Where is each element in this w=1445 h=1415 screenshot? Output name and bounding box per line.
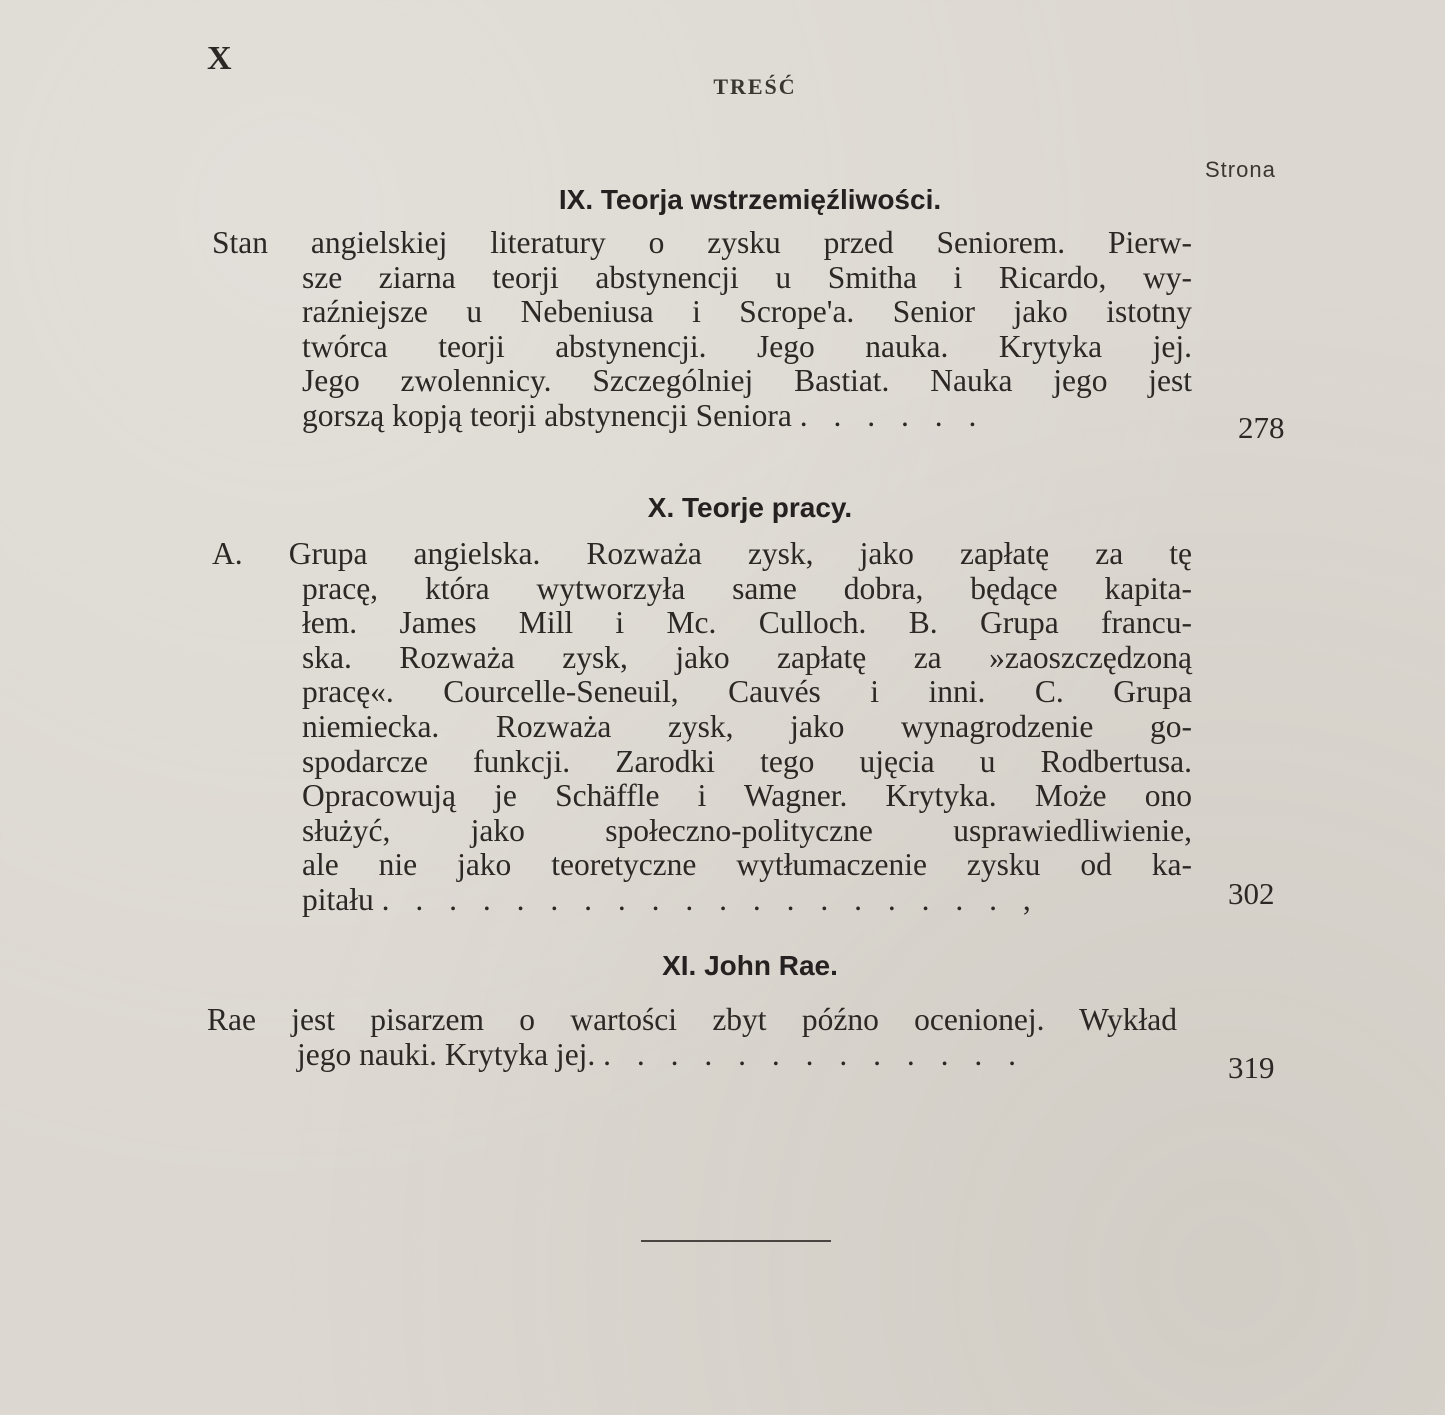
entry-line: raźniejsze u Nebeniusa i Scrope'a. Senior jako istotny bbox=[302, 294, 1192, 330]
closing-rule bbox=[641, 1240, 831, 1242]
entry-line: spodarcze funkcji. Zarodki tego ujęcia u Rodbertusa. bbox=[302, 743, 1192, 779]
entry-line-with-leader bbox=[302, 883, 1192, 918]
entry-line-with-leader bbox=[302, 399, 1192, 434]
dot-leader: . . . . . . . . . . . . . bbox=[603, 1036, 1026, 1072]
entry-line: pracę«. Courcelle-Seneuil, Cauvés i inni. C. Grupa bbox=[302, 674, 1192, 710]
page-number-ix: 278 bbox=[1238, 410, 1285, 445]
entry-line: niemiecka. Rozważa zysk, jako wynagrodzenie go- bbox=[302, 708, 1192, 744]
chapter-title-x: X. Teorje pracy. bbox=[647, 492, 853, 523]
dot-leader: . . . . . . . . . . . . . . . . . . . , bbox=[381, 881, 1040, 917]
entry-line: Stan angielskiej literatury o zysku przed Seniorem. Pierw- bbox=[212, 225, 1192, 260]
entry-line: twórca teorji abstynencji. Jego nauka. Krytyka jej. bbox=[302, 328, 1192, 364]
chapter-title-xi: XI. John Rae. bbox=[662, 950, 838, 981]
entry-line: ska. Rozważa zysk, jako zapłatę za »zaoszczędzoną bbox=[302, 639, 1192, 675]
entry-line: służyć, jako społeczno-polityczne usprawiedliwienie, bbox=[302, 812, 1192, 848]
entry-line: Jego zwolennicy. Szczególniej Bastiat. Nauka jego jest bbox=[302, 363, 1192, 399]
entry-line-text: jego nauki. Krytyka jej. bbox=[297, 1036, 596, 1072]
page-number-xi: 319 bbox=[1228, 1050, 1275, 1085]
entry-line-text: gorszą kopją teorji abstynencji Seniora bbox=[302, 397, 792, 433]
entry-line: sze ziarna teorji abstynencji u Smitha i Ricardo, wy- bbox=[302, 259, 1192, 295]
page-number-x: 302 bbox=[1228, 876, 1275, 911]
entry-line: łem. James Mill i Mc. Culloch. B. Grupa francu- bbox=[302, 605, 1192, 641]
page-column-label: Strona bbox=[1205, 157, 1276, 182]
entry-line-with-leader bbox=[297, 1038, 1177, 1073]
chapter-title-ix: IX. Teorja wstrzemięźliwości. bbox=[558, 184, 942, 215]
entry-line: Rae jest pisarzem o wartości zbyt późno ocenionej. Wykład bbox=[207, 1002, 1177, 1037]
running-head: TREŚĆ bbox=[713, 74, 797, 99]
toc-entry-x bbox=[212, 537, 1192, 918]
dot-leader: . . . . . . bbox=[799, 397, 986, 433]
entry-line-text: pitału bbox=[302, 881, 374, 917]
page-folio: X bbox=[207, 40, 232, 77]
entry-line: A. Grupa angielska. Rozważa zysk, jako zapłatę za tę bbox=[212, 536, 1192, 571]
entry-line: Opracowują je Schäffle i Wagner. Krytyka. Może ono bbox=[302, 778, 1192, 814]
toc-entry-ix bbox=[212, 226, 1192, 434]
toc-entry-xi bbox=[207, 1003, 1177, 1072]
entry-line: pracę, która wytworzyła same dobra, będące kapita- bbox=[302, 570, 1192, 606]
entry-line: ale nie jako teoretyczne wytłumaczenie zysku od ka- bbox=[302, 847, 1192, 883]
